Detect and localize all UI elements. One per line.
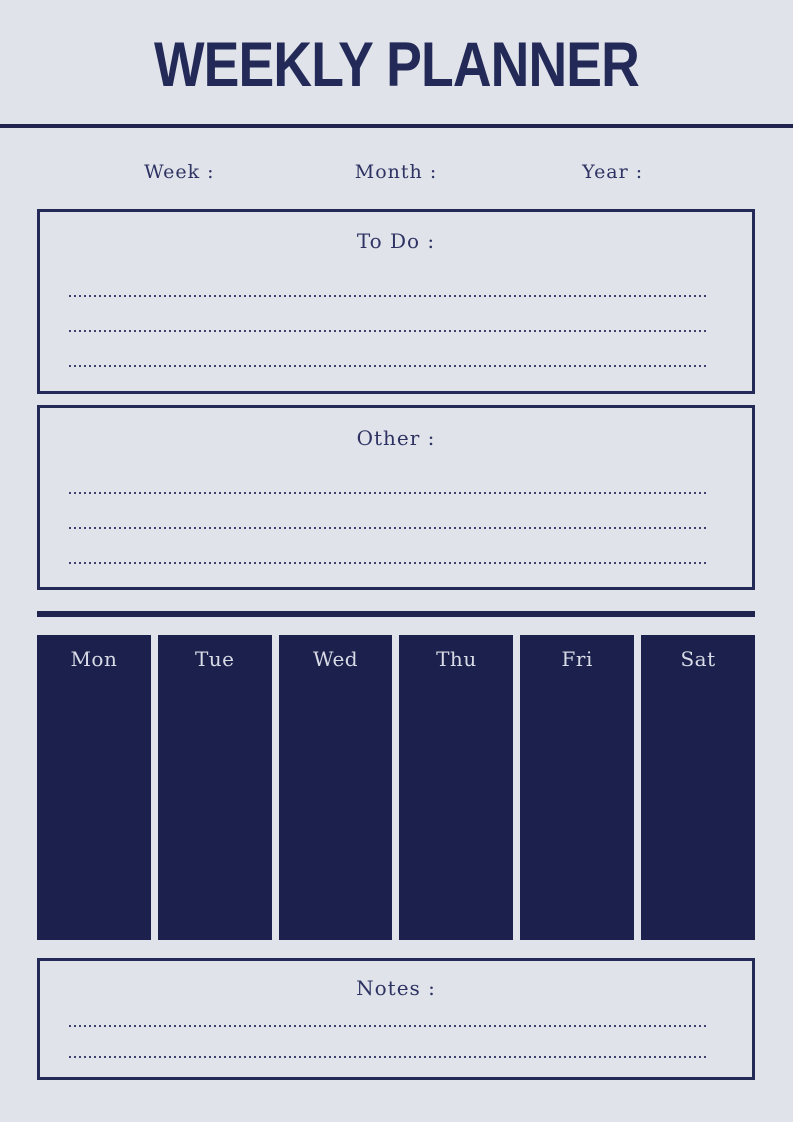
other-write-line (69, 562, 707, 564)
day-label-sat: Sat (680, 647, 716, 671)
day-label-thu: Thu (436, 647, 477, 671)
week-field-label: Week : (144, 161, 215, 183)
todo-write-line (69, 330, 707, 332)
notes-section-label: Notes : (356, 976, 436, 1000)
day-column-wed (279, 635, 393, 940)
notes-write-line (69, 1056, 707, 1058)
month-field-label: Month : (354, 161, 438, 183)
day-column-fri (520, 635, 634, 940)
day-label-fri: Fri (561, 647, 593, 671)
week-grid-divider (37, 611, 755, 617)
day-label-tue: Tue (194, 647, 235, 671)
days-row (37, 635, 755, 940)
todo-section (37, 209, 755, 394)
day-column-thu (399, 635, 513, 940)
todo-section-label: To Do : (356, 229, 436, 253)
page-title: WEEKLY PLANNER (153, 30, 640, 100)
fields-row (71, 161, 721, 183)
notes-write-line (69, 1025, 707, 1027)
todo-write-line (69, 295, 707, 297)
todo-write-line (69, 365, 707, 367)
notes-section (37, 958, 755, 1080)
other-write-line (69, 492, 707, 494)
other-section (37, 405, 755, 590)
other-write-line (69, 527, 707, 529)
title-divider (0, 124, 793, 128)
day-column-mon (37, 635, 151, 940)
day-label-wed: Wed (313, 647, 359, 671)
day-label-mon: Mon (70, 647, 118, 671)
year-field-label: Year : (582, 161, 644, 183)
day-column-sat (641, 635, 755, 940)
day-column-tue (158, 635, 272, 940)
other-section-label: Other : (356, 426, 436, 450)
